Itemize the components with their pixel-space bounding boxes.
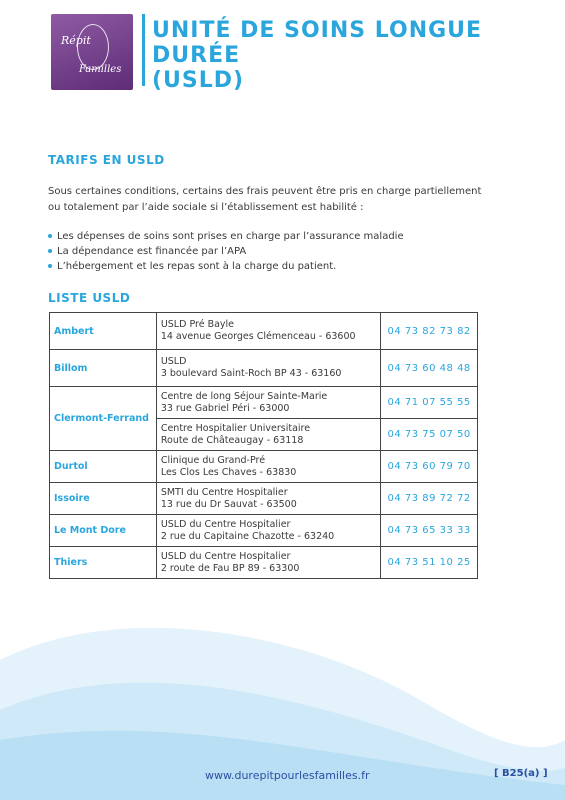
establishment-cell [156, 547, 380, 579]
city-cell: Billom [50, 350, 157, 387]
establishment-name: Centre Hospitalier Universitaire [160, 422, 311, 434]
liste-heading: LISTE USLD [48, 291, 131, 305]
establishment-address: Les Clos Les Chaves - 63830 [160, 466, 297, 478]
bullet-item: L’hébergement et les repas sont à la charge du patient. [48, 259, 404, 274]
phone-cell: 04 73 89 72 72 [381, 483, 478, 515]
city-cell: Issoire [50, 483, 157, 515]
phone-cell: 04 71 07 55 55 [381, 387, 478, 419]
establishment-address: 14 avenue Georges Clémenceau - 63600 [160, 331, 356, 342]
establishment-address: 13 rue du Dr Sauvat - 63500 [160, 498, 297, 510]
bullet-item: La dépendance est financée par l’APA [48, 244, 404, 259]
establishment-name: Clinique du Grand-Pré [160, 454, 266, 466]
establishment-name: USLD du Centre Hospitalier [160, 518, 291, 530]
tarifs-intro: Sous certaines conditions, certains des frais peuvent être pris en charge partiellement ou totalement par l’aide sociale si l’établissement est habilité : [48, 186, 482, 213]
table-row [50, 547, 478, 579]
phone-cell: 04 73 65 33 33 [381, 515, 478, 547]
city-cell: Clermont-Ferrand [50, 387, 157, 451]
establishment-cell [156, 483, 380, 515]
usld-table [49, 312, 478, 579]
city-cell: Durtol [50, 451, 157, 483]
establishment-name: SMTI du Centre Hospitalier [160, 486, 288, 498]
title-accent-bar [142, 14, 145, 86]
page-number: [ B25(a) ] [494, 768, 548, 779]
establishment-cell [156, 451, 380, 483]
establishment-name: Centre de long Séjour Sainte-Marie [160, 390, 328, 402]
establishment-name: USLD Pré Bayle [160, 319, 235, 330]
city-cell: Ambert [50, 313, 157, 350]
table-row [50, 387, 478, 419]
tarifs-heading: TARIFS EN USLD [48, 153, 165, 167]
table-row [50, 350, 478, 387]
city-cell: Thiers [50, 547, 157, 579]
table-row [50, 313, 478, 350]
establishment-name: USLD [160, 356, 187, 367]
establishment-address: Route de Châteaugay - 63118 [160, 434, 304, 446]
tarifs-bullet-list [48, 229, 404, 274]
establishment-cell [156, 313, 380, 350]
table-row [50, 515, 478, 547]
logo [51, 14, 133, 90]
page-title-line-2: (USLD) [152, 68, 245, 93]
phone-cell: 04 73 75 07 50 [381, 419, 478, 451]
establishment-cell [156, 350, 380, 387]
bullet-item: Les dépenses de soins sont prises en charge par l’assurance maladie [48, 229, 404, 244]
establishment-cell [156, 387, 380, 419]
logo-text-1: Répit [61, 34, 91, 47]
page-title [152, 18, 565, 93]
establishment-address: 2 route de Fau BP 89 - 63300 [160, 562, 300, 574]
phone-cell: 04 73 60 48 48 [381, 350, 478, 387]
phone-cell: 04 73 82 73 82 [381, 313, 478, 350]
page-title-line-1: UNITÉ DE SOINS LONGUE DURÉE [152, 18, 483, 68]
phone-cell: 04 73 51 10 25 [381, 547, 478, 579]
establishment-address: 3 boulevard Saint-Roch BP 43 - 63160 [160, 368, 342, 379]
establishment-cell [156, 515, 380, 547]
table-row [50, 451, 478, 483]
website-link[interactable]: www.durepitpourlesfamilles.fr [205, 769, 370, 782]
phone-cell: 04 73 60 79 70 [381, 451, 478, 483]
city-cell: Le Mont Dore [50, 515, 157, 547]
table-row [50, 483, 478, 515]
logo-text-2: Familles [79, 64, 122, 75]
establishment-address: 2 rue du Capitaine Chazotte - 63240 [160, 530, 335, 542]
establishment-address: 33 rue Gabriel Péri - 63000 [160, 402, 290, 414]
establishment-name: USLD du Centre Hospitalier [160, 550, 291, 562]
establishment-cell [156, 419, 380, 451]
